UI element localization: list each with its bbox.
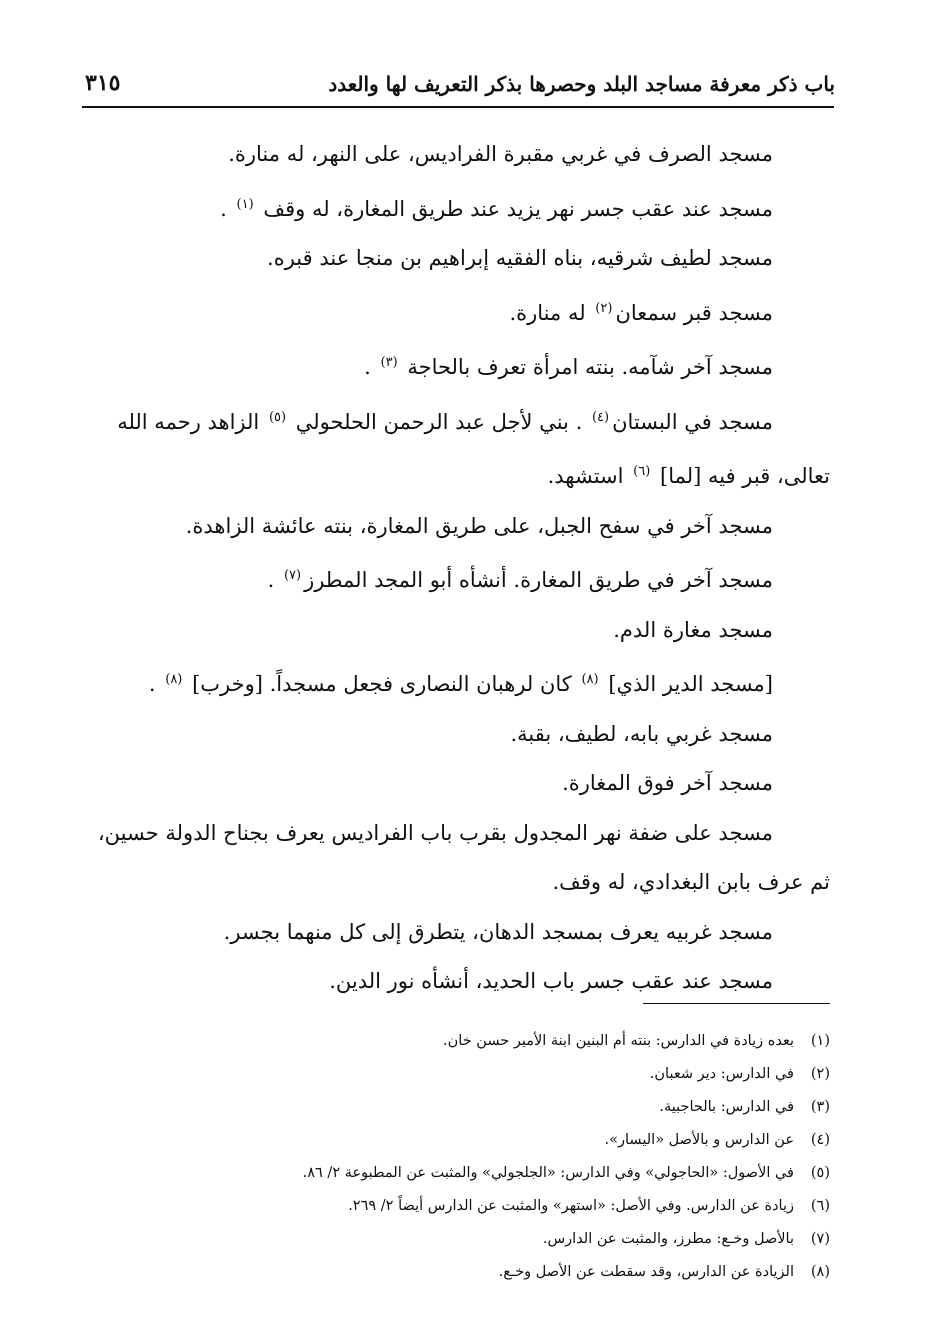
footnote-text: في الدارس: بالحاجبية. bbox=[659, 1099, 794, 1115]
header-divider bbox=[82, 106, 834, 108]
continuation-line: تعالى، قبر فيه [لما] $^{(٦)}$ استشهد. bbox=[547, 464, 830, 488]
entry-paragraph: مسجد في البستان$^{(٤)}$ . بني لأجل عبد الرحمن الحلحولي $^{(٥)}$ الزاهد رحمه الله تعالى، قبر فيه [لما] $^{(٦)}$ استشهد. bbox=[82, 393, 830, 502]
footnote-number: (١) bbox=[810, 1033, 830, 1049]
footnote-number: (٧) bbox=[810, 1231, 830, 1247]
footnote-text: زيادة عن الدارس. وفي الأصل: «استهر» والمثبت عن الدارس أيضاً ٢/ ٢٦٩. bbox=[348, 1198, 794, 1214]
entry-paragraph: مسجد الصرف في غربي مقبرة الفراديس، على النهر، له منارة. bbox=[228, 142, 773, 166]
page-number: ٣١٥ bbox=[85, 70, 121, 96]
footnote-text: بالأصل وخـع: مطرز، والمثبت عن الدارس. bbox=[542, 1231, 794, 1247]
footnote-ref: (٦) bbox=[633, 464, 651, 479]
entry-paragraph: مسجد آخر فوق المغارة. bbox=[562, 771, 773, 795]
entry-paragraph: مسجد غربيه يعرف بمسجد الدهان، يتطرق إلى كل منهما بجسر. bbox=[223, 919, 773, 944]
footnote-text: الزيادة عن الدارس، وقد سقطت عن الأصل وخـع. bbox=[498, 1264, 794, 1280]
footnote bbox=[150, 1190, 830, 1223]
footnote-text: في الأصول: «الحاجولي» وفي الدارس: «الجلجولي» والمثبت عن المطبوعة ٢/ ٨٦. bbox=[302, 1165, 794, 1181]
entry-paragraph: مسجد آخر في طريق المغارة. أنشأه أبو المجد المطرز$^{(٧)}$ . bbox=[267, 568, 773, 592]
entry-paragraph: مسجد لطيف شرقيه، بناه الفقيه إبراهيم بن منجا عند قبره. bbox=[267, 246, 773, 270]
footnote-ref: (٤) bbox=[591, 409, 610, 425]
footnote bbox=[150, 1223, 830, 1256]
entry-paragraph: مسجد مغارة الدم. bbox=[613, 617, 773, 642]
entry-paragraph: مسجد عند عقب جسر باب الحديد، أنشأه نور الدين. bbox=[329, 969, 773, 993]
footnote-ref: (٢) bbox=[595, 300, 613, 316]
footnote-number: (٦) bbox=[810, 1198, 830, 1214]
footnote-number: (٣) bbox=[810, 1099, 830, 1115]
entry-paragraph: مسجد على ضفة نهر المجدول بقرب باب الفراديس يعرف بجناح الدولة حسين، ثم عرف بابن البغدادي، له وقف. bbox=[82, 809, 830, 908]
footnote-number: (٥) bbox=[810, 1165, 830, 1181]
footnote-text: في الدارس: دير شعبان. bbox=[649, 1066, 794, 1082]
running-title: باب ذكر معرفة مساجد البلد وحصرها بذكر التعريف لها والعدد bbox=[328, 72, 835, 96]
entry-paragraph: مسجد آخر في سفح الجبل، على طريق المغارة، بنته عائشة الزاهدة. bbox=[185, 513, 773, 538]
footnote-divider bbox=[643, 1003, 830, 1004]
footnote-text: عن الدارس و بالأصل «اليسار». bbox=[604, 1132, 794, 1148]
footnote bbox=[150, 1091, 830, 1124]
entry-paragraph: [مسجد الدير الذي] $^{(٨)}$ كان لرهبان النصارى فجعل مسجداً. [وخرب] $^{(٨)}$ . bbox=[148, 672, 773, 696]
footnotes bbox=[150, 1025, 830, 1289]
main-text bbox=[82, 130, 830, 1007]
footnote-ref: (٥) bbox=[268, 409, 287, 425]
footnote-ref: (١) bbox=[236, 196, 254, 212]
page-header bbox=[85, 68, 835, 106]
entry-paragraph: مسجد آخر شآمه. بنته امرأة تعرف بالحاجة $^{(٣)}$ . bbox=[364, 355, 773, 379]
footnote-number: (٤) bbox=[810, 1132, 830, 1148]
footnote bbox=[150, 1256, 830, 1289]
footnote-number: (٨) bbox=[810, 1264, 830, 1280]
footnote-text: بعده زيادة في الدارس: بنته أم البنين ابنة الأمير حسن خان. bbox=[443, 1033, 794, 1049]
entry-paragraph: مسجد غربي بابه، لطيف، بقبة. bbox=[510, 721, 773, 746]
footnote bbox=[150, 1124, 830, 1157]
continuation-line: ثم عرف بابن البغدادي، له وقف. bbox=[552, 870, 830, 894]
footnote-ref: (٨) bbox=[165, 672, 183, 687]
footnote-ref: (٧) bbox=[283, 568, 302, 583]
entry-paragraph: مسجد قبر سمعان$^{(٢)}$ له منارة. bbox=[509, 300, 773, 325]
entry-paragraph: مسجد عند عقب جسر نهر يزيد عند طريق المغارة، له وقف $^{(١)}$ . bbox=[220, 196, 773, 221]
footnote bbox=[150, 1157, 830, 1190]
footnote-ref: (٨) bbox=[581, 672, 599, 687]
footnote-number: (٢) bbox=[810, 1066, 830, 1082]
footnote bbox=[150, 1025, 830, 1058]
footnote-ref: (٣) bbox=[380, 355, 398, 370]
footnote bbox=[150, 1058, 830, 1091]
